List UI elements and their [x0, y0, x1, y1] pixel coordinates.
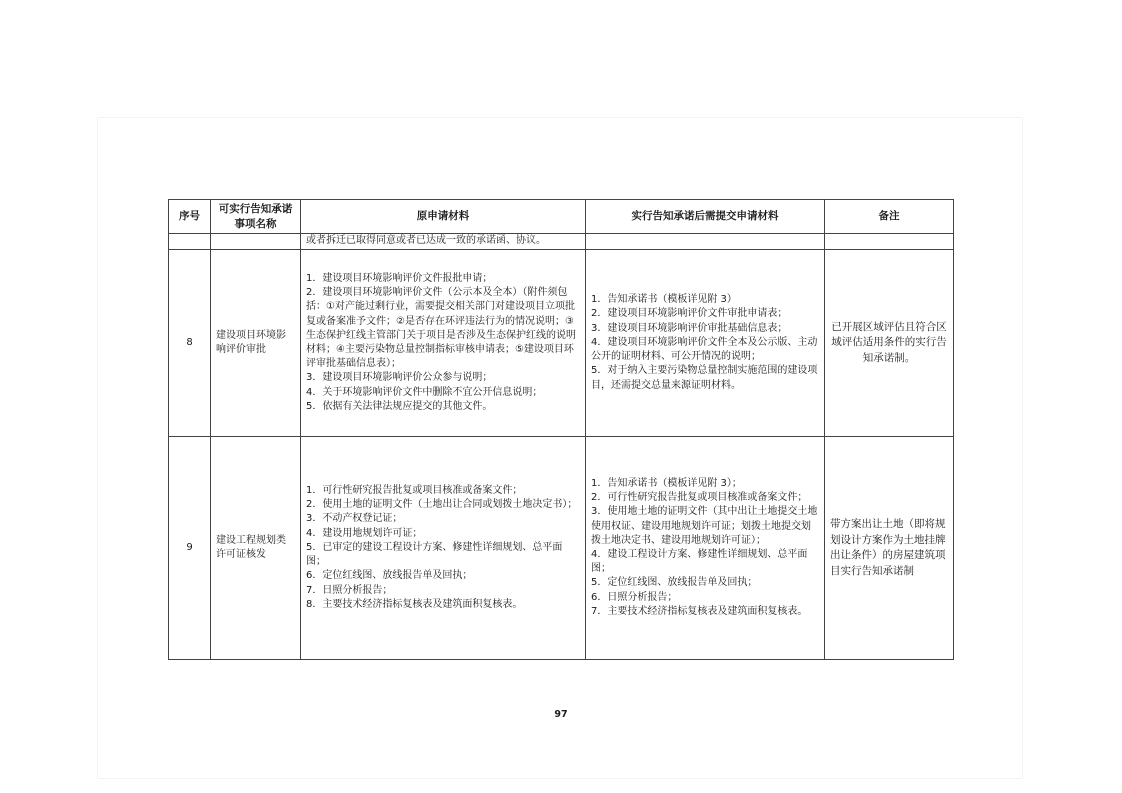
list-item: 3．建设项目环境影响评价审批基础信息表； [591, 322, 788, 334]
cell-item-name: 建设工程规划类许可证核发 [211, 437, 301, 660]
header-seq: 序号 [169, 200, 211, 234]
list-item: 2．建设项目环境影响评价文件（公示本及全本）（附件须包括：①对产能过剩行业，需要提交相关部门对建设项目立项批复或备案准予文件；②是否存在环评违法行为的情况说明；③生态保护红线主管部门关于项目是否涉及生态保护红线的说明材料；④主要污染物总量控制指标审核申请表；⑤建设项目环评审批基础信息表）； [306, 287, 576, 370]
list-item: 1．告知承诺书（模板详见附 3）； [591, 477, 742, 489]
cell-remark: 带方案出让土地（即将规划设计方案作为土地挂牌出让条件）的房屋建筑项目实行告知承诺制 [825, 437, 954, 660]
list-item: 7．日照分析报告； [306, 584, 393, 596]
cell-original-materials: 或者拆迁已取得同意或者已达成一致的承诺函、协议。 [301, 234, 586, 250]
list-item: 4．建设用地规划许可证； [306, 527, 423, 539]
approval-items-table [168, 199, 954, 660]
cell-materials-after [586, 234, 825, 250]
cell-seq: 9 [169, 437, 211, 660]
list-item: 5．依据有关法律法规应提交的其他文件。 [306, 400, 493, 412]
list-item: 5．已审定的建设工程设计方案、修建性详细规划、总平面图； [306, 541, 563, 568]
list-item: 6．定位红线图、放线报告单及回执； [306, 570, 473, 582]
list-item: 8．主要技术经济指标复核表及建筑面积复核表。 [306, 598, 523, 610]
list-item: 1．可行性研究报告批复或项目核准或备案文件； [306, 485, 523, 497]
list-item: 2．使用土地的证明文件（土地出让合同或划拨土地决定书）； [306, 499, 578, 511]
list-item: 4．建设项目环境影响评价文件全本及公示版、主动公开的证明材料、可公开情况的说明； [591, 336, 818, 363]
list-item: 5．对于纳入主要污染物总量控制实施范围的建设项目，还需提交总量来源证明材料。 [591, 365, 818, 391]
cell-item-name: 建设项目环境影响评价审批 [211, 250, 301, 437]
cell-original-materials [301, 250, 586, 437]
list-item: 5．定位红线图、放线报告单及回执； [591, 577, 758, 589]
cell-remark: 已开展区域评估且符合区域评估适用条件的实行告知承诺制。 [825, 250, 954, 437]
list-item: 4．关于环境影响评价文件中删除不宜公开信息说明； [306, 386, 543, 398]
list-item: 1．建设项目环境影响评价文件报批申请； [306, 272, 493, 284]
table-header-row [169, 200, 954, 234]
table-row [169, 437, 954, 660]
cell-seq [169, 234, 211, 250]
list-item: 6．日照分析报告； [591, 591, 678, 603]
header-original-materials: 原申请材料 [301, 200, 586, 234]
header-materials-after-commitment: 实行告知承诺后需提交申请材料 [586, 200, 825, 234]
list-item: 7．主要技术经济指标复核表及建筑面积复核表。 [591, 605, 808, 617]
list-item: 1．告知承诺书（模板详见附 3） [591, 294, 737, 306]
header-item-name: 可实行告知承诺事项名称 [211, 200, 301, 234]
list-item: 2．建设项目环境影响评价文件审批申请表； [591, 308, 788, 320]
cell-materials-after [586, 250, 825, 437]
table-row [169, 250, 954, 437]
list-item: 3．建设项目环境影响评价公众参与说明； [306, 372, 493, 384]
header-remark: 备注 [825, 200, 954, 234]
table-row-continuation [169, 234, 954, 250]
cell-remark [825, 234, 954, 250]
cell-original-materials [301, 437, 586, 660]
list-item: 3．使用地土地的证明文件（其中出让土地提交土地使用权证、建设用地规划许可证；划拨土地提交划拨土地决定书、建设用地规划许可证）； [591, 506, 818, 546]
cell-item-name [211, 234, 301, 250]
list-item: 3．不动产权登记证； [306, 513, 403, 525]
cell-materials-after [586, 437, 825, 660]
list-item: 4．建设工程设计方案、修建性详细规划、总平面图； [591, 549, 808, 575]
cell-seq: 8 [169, 250, 211, 437]
page-number: 97 [554, 709, 568, 720]
list-item: 2．可行性研究报告批复或项目核准或备案文件； [591, 492, 808, 504]
